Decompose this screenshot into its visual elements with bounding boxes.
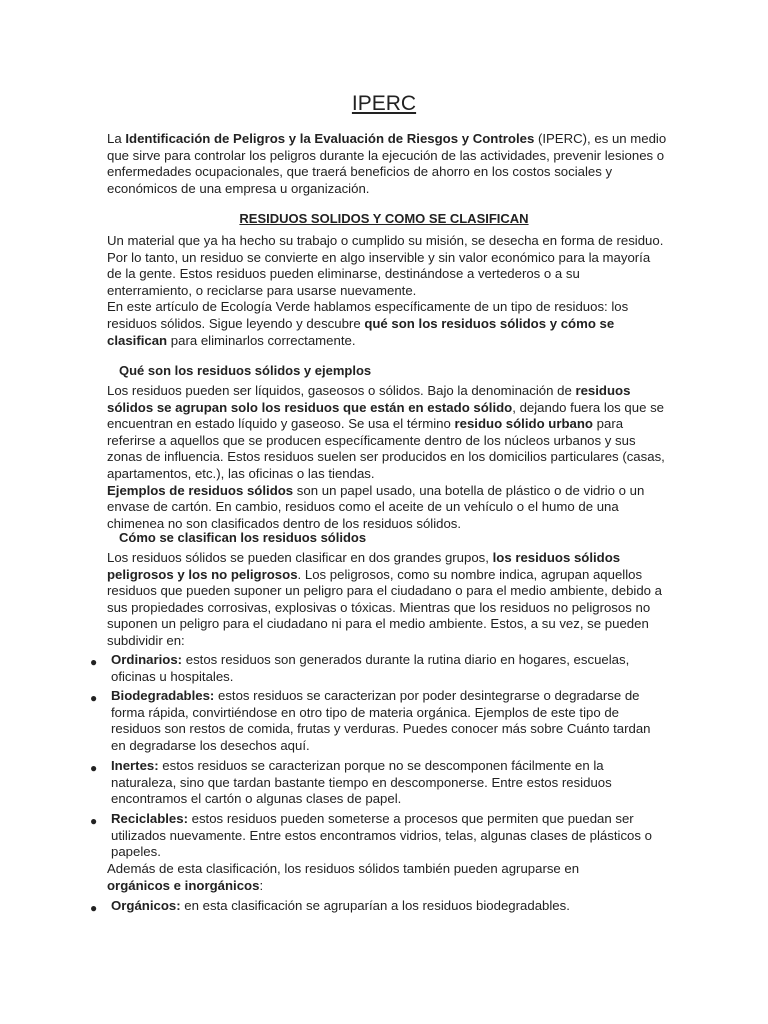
- bullet-icon: ●: [90, 814, 98, 828]
- paragraph-text: Un material que ya ha hecho su trabajo o cumplido su misión, se desecha en forma de residuo. Por lo tanto, un residuo se convierte en algo inservible y sin valor económico para la mayoría de la gente. Estos residuos pueden eliminarse, destinándose a vertederos o a su enterramiento, o reciclarse para usarse nuevamente.: [107, 233, 664, 298]
- paragraph-text: Los residuos sólidos se pueden clasificar en dos grandes grupos,: [107, 550, 493, 565]
- list-item-biodegradables: [111, 688, 666, 754]
- list-item-text: en esta clasificación se agruparían a los residuos biodegradables.: [180, 898, 570, 913]
- list-item-text: estos residuos se caracterizan porque no se descomponen fácilmente en la naturaleza, sino que tardan bastante tiempo en descomponerse. Entre estos residuos encontramos el cartón o algunas clases de papel.: [111, 758, 612, 807]
- list-item-label: Ordinarios:: [111, 652, 183, 667]
- paragraph-bold: residuo sólido urbano: [454, 416, 593, 432]
- document-title: IPERC: [351, 92, 417, 115]
- list-item-inertes: [111, 758, 666, 808]
- paragraph-text: Los residuos pueden ser líquidos, gaseosos o sólidos. Bajo la denominación de: [107, 383, 576, 398]
- paragraph-bold: Ejemplos de residuos sólidos: [107, 482, 294, 498]
- paragraph-text: para referirse a aquellos que se producen específicamente dentro de los núcleos urbanos y sus zonas de influencia. Estos residuos suelen ser producidos en los domicilios particulares (casas, apartamentos, etc.), las oficinas o las tiendas.: [107, 416, 665, 481]
- paragraph-bold: qué son los residuos sólidos y cómo se clasifican: [107, 315, 615, 348]
- intro-text: La: [107, 131, 126, 146]
- list-item-text: estos residuos se caracterizan por poder desintegrarse o degradarse de forma rápida, convirtiéndose en otro tipo de materia orgánica. Ejemplos de este tipo de residuos son restos de comida, frutas y verduras. Puedes conocer más sobre Cuánto tardan en degradarse los desechos aquí.: [111, 688, 651, 753]
- subheading-como-se-clasifican: Cómo se clasifican los residuos sólidos: [119, 530, 367, 545]
- intro-text: (IPERC), es un medio que sirve para controlar los peligros durante la ejecución de las actividades, prevenir lesiones o enfermedades ocupacionales, que traerá beneficios de ahorro en los costos sociales y económicos de una empresa u organización.: [107, 131, 667, 196]
- list-item-label: Biodegradables:: [111, 688, 215, 703]
- bullet-icon: ●: [90, 691, 98, 705]
- intro-paragraph: [107, 131, 667, 197]
- list-item-ordinarios: [111, 652, 666, 685]
- bullet-icon: ●: [90, 901, 98, 915]
- bullet-icon: ●: [90, 761, 98, 775]
- paragraph-text: Además de esta clasificación, los residuos sólidos también pueden agruparse en: [107, 861, 580, 876]
- list-item-organicos: [111, 898, 666, 915]
- paragraph-que-son: [107, 383, 667, 532]
- paragraph-text: para eliminarlos correctamente.: [167, 332, 356, 348]
- paragraph-text: son un papel usado, una botella de plástico o de vidrio o un envase de cartón. En cambio, residuos como el aceite de un vehículo o el humo de una chimenea no son clasificados dentro de los residuos sólidos.: [107, 482, 645, 531]
- list-item-text: estos residuos son generados durante la rutina diario en hogares, escuelas, oficinas u hospitales.: [111, 652, 630, 684]
- list-item-label: Inertes:: [111, 758, 159, 773]
- list-item-label: Reciclables:: [111, 811, 188, 826]
- list-item-label: Orgánicos:: [111, 898, 181, 913]
- paragraph-clasificacion: [107, 550, 667, 650]
- paragraph-organicos-inorganicos: [107, 861, 597, 894]
- paragraph-bold: orgánicos e inorgánicos: [107, 877, 260, 893]
- paragraph-text: :: [259, 877, 264, 893]
- bullet-icon: ●: [90, 655, 98, 669]
- paragraph-residuos: [107, 233, 667, 349]
- intro-bold: Identificación de Peligros y la Evaluación de Riesgos y Controles: [125, 131, 535, 146]
- paragraph-text: . Los peligrosos, como su nombre indica, agrupan aquellos residuos que pueden suponer un peligro para el ciudadano o para el medio ambiente, debido a sus propiedades corrosivas, explosivas o tóxicas. Mientras que los residuos no peligrosos no suponen un peligro para el ciudadano ni para el medio ambiente. Estos, a su vez, se pueden subdividir en:: [107, 566, 663, 648]
- paragraph-bold: los residuos sólidos peligrosos y los no peligrosos: [107, 550, 621, 582]
- section-title: RESIDUOS SOLIDOS Y COMO SE CLASIFICAN: [239, 211, 529, 226]
- subheading-que-son: Qué son los residuos sólidos y ejemplos: [119, 363, 372, 378]
- paragraph-text: , dejando fuera los que se encuentran en estado líquido y gaseoso. Se usa el término: [107, 399, 665, 432]
- list-item-text: estos residuos pueden someterse a procesos que permiten que puedan ser utilizados nuevamente. Entre estos encontramos vidrios, telas, algunas clases de plásticos o papeles.: [111, 811, 652, 860]
- list-item-reciclables: [111, 811, 666, 861]
- paragraph-bold: residuos sólidos se agrupan solo los residuos que están en estado sólido: [107, 383, 631, 415]
- paragraph-text: En este artículo de Ecología Verde hablamos específicamente de un tipo de residuos: los residuos sólidos. Sigue leyendo y descubre: [107, 299, 629, 331]
